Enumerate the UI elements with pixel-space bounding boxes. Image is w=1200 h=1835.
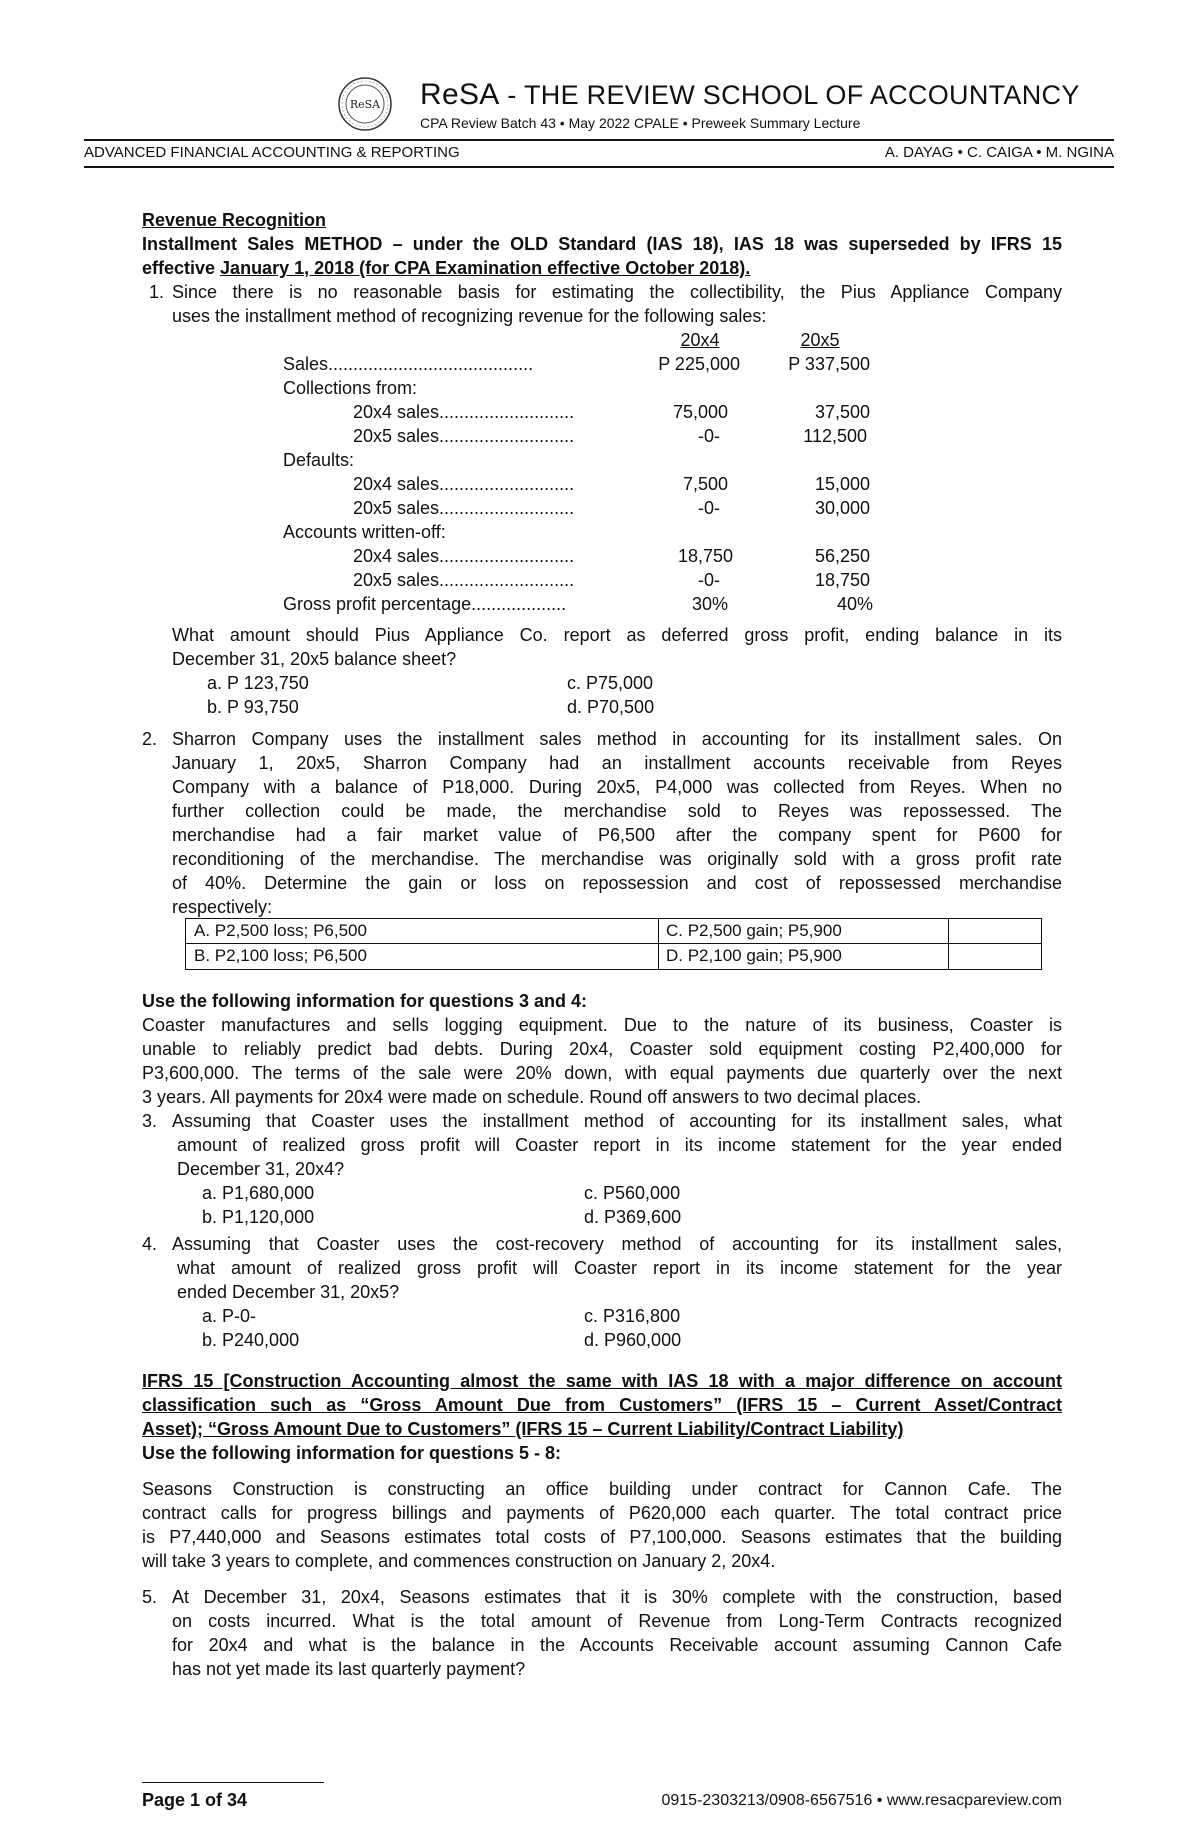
q1-question-line1: What amount should Pius Appliance Co. report as deferred gross profit, ending balance in its: [172, 625, 1062, 645]
q3-4-text-line: Coaster manufactures and sells logging equipment. Due to the nature of its business, Coaster is: [142, 1015, 1062, 1035]
q2-text-line: reconditioning of the merchandise. The merchandise was originally sold with a gross profit rate: [172, 849, 1062, 869]
q5-text-last-line: has not yet made its last quarterly payment?: [172, 1659, 526, 1679]
q3-option-d: d. P369,600: [584, 1207, 682, 1227]
q1-row-label: 20x4 sales...........................: [353, 474, 575, 494]
resa-seal-logo: [337, 76, 393, 132]
q1-row-label: 20x4 sales...........................: [353, 546, 575, 566]
q1-row-label: 20x5 sales...........................: [353, 426, 575, 446]
footer-contact: 0915-2303213/0908-6567516 • www.resacpareview.com: [661, 1792, 1062, 1809]
q2-option-d: D. P2,100 gain; P5,900: [666, 946, 842, 965]
section-heading-line2: effective January 1, 2018 (for CPA Examination effective October 2018).: [142, 258, 751, 278]
section-title: Revenue Recognition: [142, 210, 327, 230]
q1-row-value-20x4: 18,750: [677, 546, 733, 566]
q1-row-value-20x4: P 225,000: [658, 354, 740, 374]
q1-number: 1.: [149, 282, 165, 302]
q1-row-label: 20x4 sales...........................: [353, 402, 575, 422]
q1-row-value-20x4: 7,500: [682, 474, 728, 494]
page-number: Page 1 of 34: [142, 1790, 248, 1810]
table-divider: [186, 943, 1041, 944]
q5-8-heading: Use the following information for questions 5 - 8:: [142, 1443, 562, 1463]
q1-row-value-20x5: 56,250: [814, 546, 870, 566]
q3-option-b: b. P1,120,000: [202, 1207, 315, 1227]
q2-text-line: Sharron Company uses the installment sales method in accounting for its installment sales. On: [172, 729, 1062, 749]
q4-text-line3: ended December 31, 20x5?: [177, 1282, 400, 1302]
q1-row-value-20x4: 30%: [691, 594, 728, 614]
q5-text-line: for 20x4 and what is the balance in the Accounts Receivable account assuming Cannon Cafe: [172, 1635, 1062, 1655]
q1-option-d: d. P70,500: [567, 697, 655, 717]
q1-text-line2: uses the installment method of recognizing revenue for the following sales:: [172, 306, 767, 326]
q2-number: 2.: [142, 729, 158, 749]
q1-option-a: a. P 123,750: [207, 673, 309, 693]
q2-text-last-line: respectively:: [172, 897, 273, 917]
header-rule-top: [84, 139, 1114, 141]
q3-text-line2: amount of realized gross profit will Coaster report in its income statement for the year ended: [177, 1135, 1062, 1155]
q3-option-c: c. P560,000: [584, 1183, 681, 1203]
q1-row-label: 20x5 sales...........................: [353, 570, 575, 590]
q5-8-text-line: Seasons Construction is constructing an office building under contract for Cannon Cafe. The: [142, 1479, 1062, 1499]
q1-row-value-20x5: 112,500: [803, 426, 867, 446]
q4-option-c: c. P316,800: [584, 1306, 681, 1326]
q5-text-line: on costs incurred. What is the total amount of Revenue from Long-Term Contracts recognized: [172, 1611, 1062, 1631]
q1-row-label: Accounts written-off:: [283, 522, 446, 542]
q3-number: 3.: [142, 1111, 158, 1131]
authors: A. DAYAG • C. CAIGA • M. NGINA: [884, 144, 1114, 161]
section-heading-line1: Installment Sales METHOD – under the OLD Standard (IAS 18), IAS 18 was superseded by IFRS 15: [142, 234, 1062, 254]
q1-option-c: c. P75,000: [567, 673, 654, 693]
q1-row-value-20x5: 37,500: [814, 402, 870, 422]
q2-option-c: C. P2,500 gain; P5,900: [666, 921, 842, 940]
q5-8-text-line: is P7,440,000 and Seasons estimates total costs of P7,100,000. Seasons estimates that the building: [142, 1527, 1062, 1547]
table-divider: [948, 919, 949, 969]
q4-text-line1: Assuming that Coaster uses the cost-recovery method of accounting for its installment sales,: [172, 1234, 1062, 1254]
q1-row-value-20x5: 15,000: [814, 474, 870, 494]
q1-row-label: Gross profit percentage...................: [283, 594, 567, 614]
ifrs-heading-line2: classification such as “Gross Amount Due from Customers” (IFRS 15 – Current Asset/Contract: [142, 1395, 1062, 1415]
q4-option-a: a. P-0-: [202, 1306, 257, 1326]
q2-text-line: merchandise had a fair market value of P6,500 after the company spent for P600 for: [172, 825, 1062, 845]
header-rule-bottom: [84, 166, 1114, 168]
footer-rule: [142, 1782, 324, 1783]
q3-text-line1: Assuming that Coaster uses the installment method of accounting for its installment sales, what: [172, 1111, 1062, 1131]
q2-option-b: B. P2,100 loss; P6,500: [194, 946, 367, 965]
q5-number: 5.: [142, 1587, 158, 1607]
q2-text-line: of 40%. Determine the gain or loss on repossession and cost of repossessed merchandise: [172, 873, 1062, 893]
table-divider: [658, 919, 659, 969]
q1-row-value-20x4: -0-: [698, 498, 720, 518]
q5-8-text-last-line: will take 3 years to complete, and commences construction on January 2, 20x4.: [142, 1551, 776, 1571]
q2-text-line: further collection could be made, the merchandise sold to Reyes was repossessed. The: [172, 801, 1062, 821]
q1-question-line2: December 31, 20x5 balance sheet?: [172, 649, 457, 669]
q2-text-line: Company with a balance of P18,000. During 20x5, P4,000 was collected from Reyes. When no: [172, 777, 1062, 797]
q1-row-value-20x4: -0-: [698, 426, 720, 446]
q1-row-value-20x5: P 337,500: [788, 354, 870, 374]
q1-row-label: 20x5 sales...........................: [353, 498, 575, 518]
q3-4-text-last-line: 3 years. All payments for 20x4 were made on schedule. Round off answers to two decimal places.: [142, 1087, 922, 1107]
q4-text-line2: what amount of realized gross profit will Coaster report in its income statement for the year: [177, 1258, 1062, 1278]
q1-col-header-20x5: 20x5: [800, 330, 840, 350]
ifrs-heading-line3: Asset); “Gross Amount Due to Customers” (IFRS 15 – Current Liability/Contract Liability): [142, 1419, 904, 1439]
q1-row-label: Defaults:: [283, 450, 355, 470]
q1-row-value-20x5: 30,000: [814, 498, 870, 518]
q1-col-header-20x4: 20x4: [680, 330, 720, 350]
q1-row-value-20x5: 18,750: [814, 570, 870, 590]
q1-text-line1: Since there is no reasonable basis for estimating the collectibility, the Pius Appliance Company: [172, 282, 1062, 302]
q3-4-text-line: P3,600,000. The terms of the sale were 20% down, with equal payments due quarterly over the next: [142, 1063, 1062, 1083]
q1-option-b: b. P 93,750: [207, 697, 299, 717]
q3-4-heading: Use the following information for questions 3 and 4:: [142, 991, 588, 1011]
course-title: ADVANCED FINANCIAL ACCOUNTING & REPORTING: [84, 144, 460, 161]
q2-options-table: [185, 918, 1042, 970]
q1-row-label: Collections from:: [283, 378, 418, 398]
q5-8-text-line: contract calls for progress billings and payments of P620,000 each quarter. The total contract price: [142, 1503, 1062, 1523]
q3-text-line3: December 31, 20x4?: [177, 1159, 345, 1179]
q1-row-value-20x4: -0-: [698, 570, 720, 590]
q4-number: 4.: [142, 1234, 158, 1254]
q4-option-d: d. P960,000: [584, 1330, 682, 1350]
ifrs-heading-line1: IFRS 15 [Construction Accounting almost the same with IAS 18 with a major difference on account: [142, 1371, 1062, 1391]
school-subtitle: CPA Review Batch 43 • May 2022 CPALE • Preweek Summary Lecture: [420, 115, 861, 131]
svg-text:ReSA: ReSA: [349, 98, 381, 111]
q1-row-value-20x4: 75,000: [672, 402, 728, 422]
q3-4-text-line: unable to reliably predict bad debts. During 20x4, Coaster sold equipment costing P2,400,000 for: [142, 1039, 1062, 1059]
q2-option-a: A. P2,500 loss; P6,500: [194, 921, 367, 940]
q3-option-a: a. P1,680,000: [202, 1183, 315, 1203]
q4-option-b: b. P240,000: [202, 1330, 300, 1350]
q2-text-line: January 1, 20x5, Sharron Company had an installment accounts receivable from Reyes: [172, 753, 1062, 773]
q1-row-value-20x5: 40%: [836, 594, 873, 614]
q1-row-label: Sales.........................................: [283, 354, 534, 374]
school-title: ReSA - THE REVIEW SCHOOL OF ACCOUNTANCY: [420, 78, 1080, 111]
q5-text-line: At December 31, 20x4, Seasons estimates that it is 30% complete with the construction, based: [172, 1587, 1062, 1607]
